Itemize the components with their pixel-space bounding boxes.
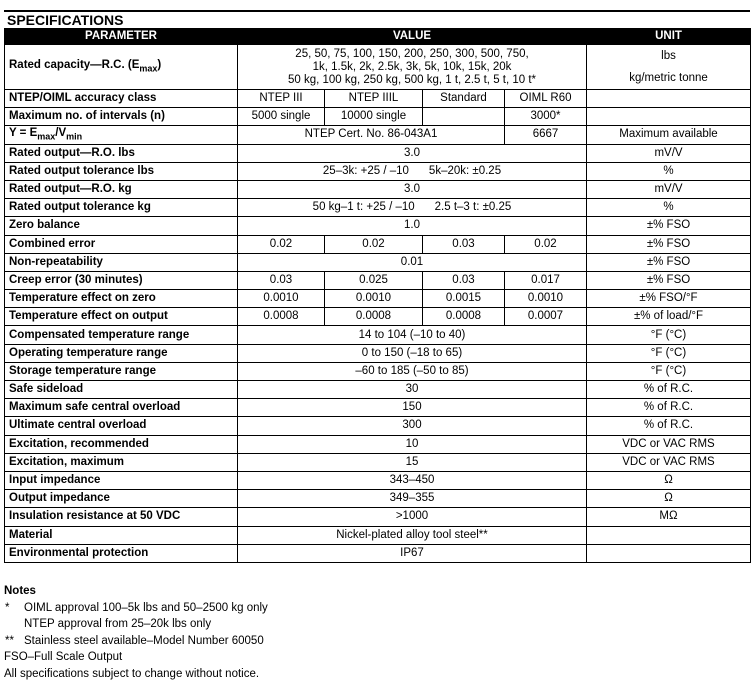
header-parameter: PARAMETER <box>5 29 238 45</box>
value-cell: 30 <box>238 381 587 399</box>
table-row <box>5 326 751 344</box>
param-label: Temperature effect on zero <box>5 290 238 308</box>
table-row-y-ratio <box>5 126 751 144</box>
unit-cell: MΩ <box>587 508 751 526</box>
unit-cell: % <box>587 162 751 180</box>
value-cell <box>238 199 587 217</box>
value-cell: 3.0 <box>238 180 587 198</box>
value-cell: –60 to 185 (–50 to 85) <box>238 362 587 380</box>
value-cell: 0.017 <box>505 271 587 289</box>
unit-cell: Ω <box>587 471 751 489</box>
unit-cell: ±% FSO/°F <box>587 290 751 308</box>
param-label: Operating temperature range <box>5 344 238 362</box>
value-cell: 0.025 <box>325 271 423 289</box>
value-cell: 0.0015 <box>423 290 505 308</box>
value-cell: 3.0 <box>238 144 587 162</box>
table-row <box>5 344 751 362</box>
unit-lbs: lbs <box>661 50 676 62</box>
unit-cell <box>587 526 751 544</box>
table-row <box>5 217 751 235</box>
note-line: FSO–Full Scale Output <box>4 651 123 663</box>
value-cell: 150 <box>238 399 587 417</box>
value-cell: Standard <box>423 90 505 108</box>
unit-cell <box>587 108 751 126</box>
param-label: Input impedance <box>5 471 238 489</box>
value-cell: 0.0008 <box>325 308 423 326</box>
table-row <box>5 453 751 471</box>
notes-heading: Notes <box>4 585 36 597</box>
param-label: Maximum no. of intervals (n) <box>5 108 238 126</box>
value-cell: 0.02 <box>325 235 423 253</box>
param-label: Compensated temperature range <box>5 326 238 344</box>
param-label: Non-repeatability <box>5 253 238 271</box>
table-row <box>5 544 751 562</box>
value-cell: 3000* <box>505 108 587 126</box>
value-cell: 0.01 <box>238 253 587 271</box>
table-row <box>5 435 751 453</box>
table-row <box>5 526 751 544</box>
note-text: OIML approval 100–5k lbs and 50–2500 kg only <box>24 601 268 614</box>
value-cell: 0.0010 <box>325 290 423 308</box>
unit-cell: % of R.C. <box>587 417 751 435</box>
value-cell: 300 <box>238 417 587 435</box>
note-marker: * <box>5 601 10 614</box>
param-label: Excitation, recommended <box>5 435 238 453</box>
value-cell: 10 <box>238 435 587 453</box>
param-label: Output impedance <box>5 490 238 508</box>
unit-cell: ±% FSO <box>587 271 751 289</box>
unit-cell: ±% of load/°F <box>587 308 751 326</box>
tolerance-range: 5k–20k: ±0.25 <box>428 164 502 177</box>
notes-section <box>4 583 750 682</box>
value-cell: 1.0 <box>238 217 587 235</box>
value-cell: 0.03 <box>423 235 505 253</box>
capacity-line: 50 kg, 100 kg, 250 kg, 500 kg, 1 t, 2.5 t, 5 t, 10 t* <box>287 73 537 86</box>
note-line: All specifications subject to change without notice. <box>4 667 260 680</box>
value-cell: OIML R60 <box>505 90 587 108</box>
unit-cell: °F (°C) <box>587 344 751 362</box>
value-cell: NTEP IIIL <box>325 90 423 108</box>
value-cell: 349–355 <box>238 490 587 508</box>
param-label: Creep error (30 minutes) <box>5 271 238 289</box>
table-row <box>5 144 751 162</box>
unit-cell: VDC or VAC RMS <box>587 453 751 471</box>
specifications-title: SPECIFICATIONS <box>4 10 750 28</box>
table-row <box>5 417 751 435</box>
table-row <box>5 490 751 508</box>
rated-capacity-values <box>238 45 587 90</box>
table-row <box>5 399 751 417</box>
unit-cell <box>587 544 751 562</box>
ntep-cert-cell: NTEP Cert. No. 86-043A1 <box>238 126 505 144</box>
param-label: Ultimate central overload <box>5 417 238 435</box>
param-label: Rated output tolerance lbs <box>5 162 238 180</box>
table-row <box>5 471 751 489</box>
table-row <box>5 271 751 289</box>
unit-cell: mV/V <box>587 180 751 198</box>
param-label: Zero balance <box>5 217 238 235</box>
unit-cell: % of R.C. <box>587 399 751 417</box>
value-cell: 6667 <box>505 126 587 144</box>
param-label: Storage temperature range <box>5 362 238 380</box>
unit-kg: kg/metric tonne <box>629 72 708 84</box>
value-cell: IP67 <box>238 544 587 562</box>
param-label: Environmental protection <box>5 544 238 562</box>
param-label: Excitation, maximum <box>5 453 238 471</box>
value-cell: 0.0008 <box>423 308 505 326</box>
value-cell: 14 to 104 (–10 to 40) <box>238 326 587 344</box>
unit-cell: % <box>587 199 751 217</box>
value-cell: 0 to 150 (–18 to 65) <box>238 344 587 362</box>
table-row-rated-capacity <box>5 45 751 90</box>
value-cell: NTEP III <box>238 90 325 108</box>
value-cell: 0.0010 <box>505 290 587 308</box>
unit-cell <box>587 90 751 108</box>
param-label: Material <box>5 526 238 544</box>
rated-capacity-label: Rated capacity—R.C. $(E_{max})$ <box>5 45 238 90</box>
specifications-table <box>4 28 751 563</box>
table-row-accuracy-class <box>5 90 751 108</box>
note-line <box>4 633 750 650</box>
unit-cell: % of R.C. <box>587 381 751 399</box>
table-row <box>5 180 751 198</box>
unit-cell: ±% FSO <box>587 235 751 253</box>
param-label: Safe sideload <box>5 381 238 399</box>
value-cell: 0.02 <box>505 235 587 253</box>
table-row <box>5 508 751 526</box>
value-cell <box>238 162 587 180</box>
unit-cell: mV/V <box>587 144 751 162</box>
unit-cell: Maximum available <box>587 126 751 144</box>
header-unit: UNIT <box>587 29 751 45</box>
note-marker: ** <box>5 634 14 647</box>
header-value: VALUE <box>238 29 587 45</box>
table-row <box>5 199 751 217</box>
unit-cell: VDC or VAC RMS <box>587 435 751 453</box>
unit-cell: °F (°C) <box>587 362 751 380</box>
value-cell: 10000 single <box>325 108 423 126</box>
value-cell: 0.02 <box>238 235 325 253</box>
param-label: Rated output—R.O. lbs <box>5 144 238 162</box>
unit-cell: ±% FSO <box>587 253 751 271</box>
table-row <box>5 162 751 180</box>
param-label: NTEP/OIML accuracy class <box>5 90 238 108</box>
table-row <box>5 381 751 399</box>
table-header-row <box>5 29 751 45</box>
table-row <box>5 253 751 271</box>
value-cell: Nickel-plated alloy tool steel** <box>238 526 587 544</box>
param-label: Temperature effect on output <box>5 308 238 326</box>
param-label: Maximum safe central overload <box>5 399 238 417</box>
value-cell: 0.0010 <box>238 290 325 308</box>
capacity-line: 1k, 1.5k, 2k, 2.5k, 3k, 5k, 10k, 15k, 20k <box>312 60 512 73</box>
param-label: Rated output tolerance kg <box>5 199 238 217</box>
value-cell: 5000 single <box>238 108 325 126</box>
tolerance-range: 2.5 t–3 t: ±0.25 <box>434 201 512 214</box>
value-cell: 0.0007 <box>505 308 587 326</box>
tolerance-range: 25–3k: +25 / –10 <box>322 164 409 177</box>
table-row <box>5 235 751 253</box>
value-cell: 0.0008 <box>238 308 325 326</box>
tolerance-range: 50 kg–1 t: +25 / –10 <box>312 201 415 214</box>
table-row <box>5 290 751 308</box>
table-row <box>5 362 751 380</box>
rated-capacity-units <box>587 45 751 90</box>
note-line <box>4 600 750 617</box>
value-cell: 15 <box>238 453 587 471</box>
value-cell: >1000 <box>238 508 587 526</box>
param-label: Insulation resistance at 50 VDC <box>5 508 238 526</box>
value-cell: 0.03 <box>238 271 325 289</box>
value-cell: 0.03 <box>423 271 505 289</box>
note-line: NTEP approval from 25–20k lbs only <box>24 618 212 630</box>
unit-cell: ±% FSO <box>587 217 751 235</box>
unit-cell: °F (°C) <box>587 326 751 344</box>
unit-cell: Ω <box>587 490 751 508</box>
param-label: Combined error <box>5 235 238 253</box>
note-text: Stainless steel available–Model Number 60050 <box>24 634 264 647</box>
table-row-max-intervals <box>5 108 751 126</box>
y-ratio-label: $Y = E_{max}/V_{min}$ <box>5 126 238 144</box>
value-cell <box>423 108 505 126</box>
table-row <box>5 308 751 326</box>
capacity-line: 25, 50, 75, 100, 150, 200, 250, 300, 500, 750, <box>295 47 529 60</box>
value-cell: 343–450 <box>238 471 587 489</box>
param-label: Rated output—R.O. kg <box>5 180 238 198</box>
